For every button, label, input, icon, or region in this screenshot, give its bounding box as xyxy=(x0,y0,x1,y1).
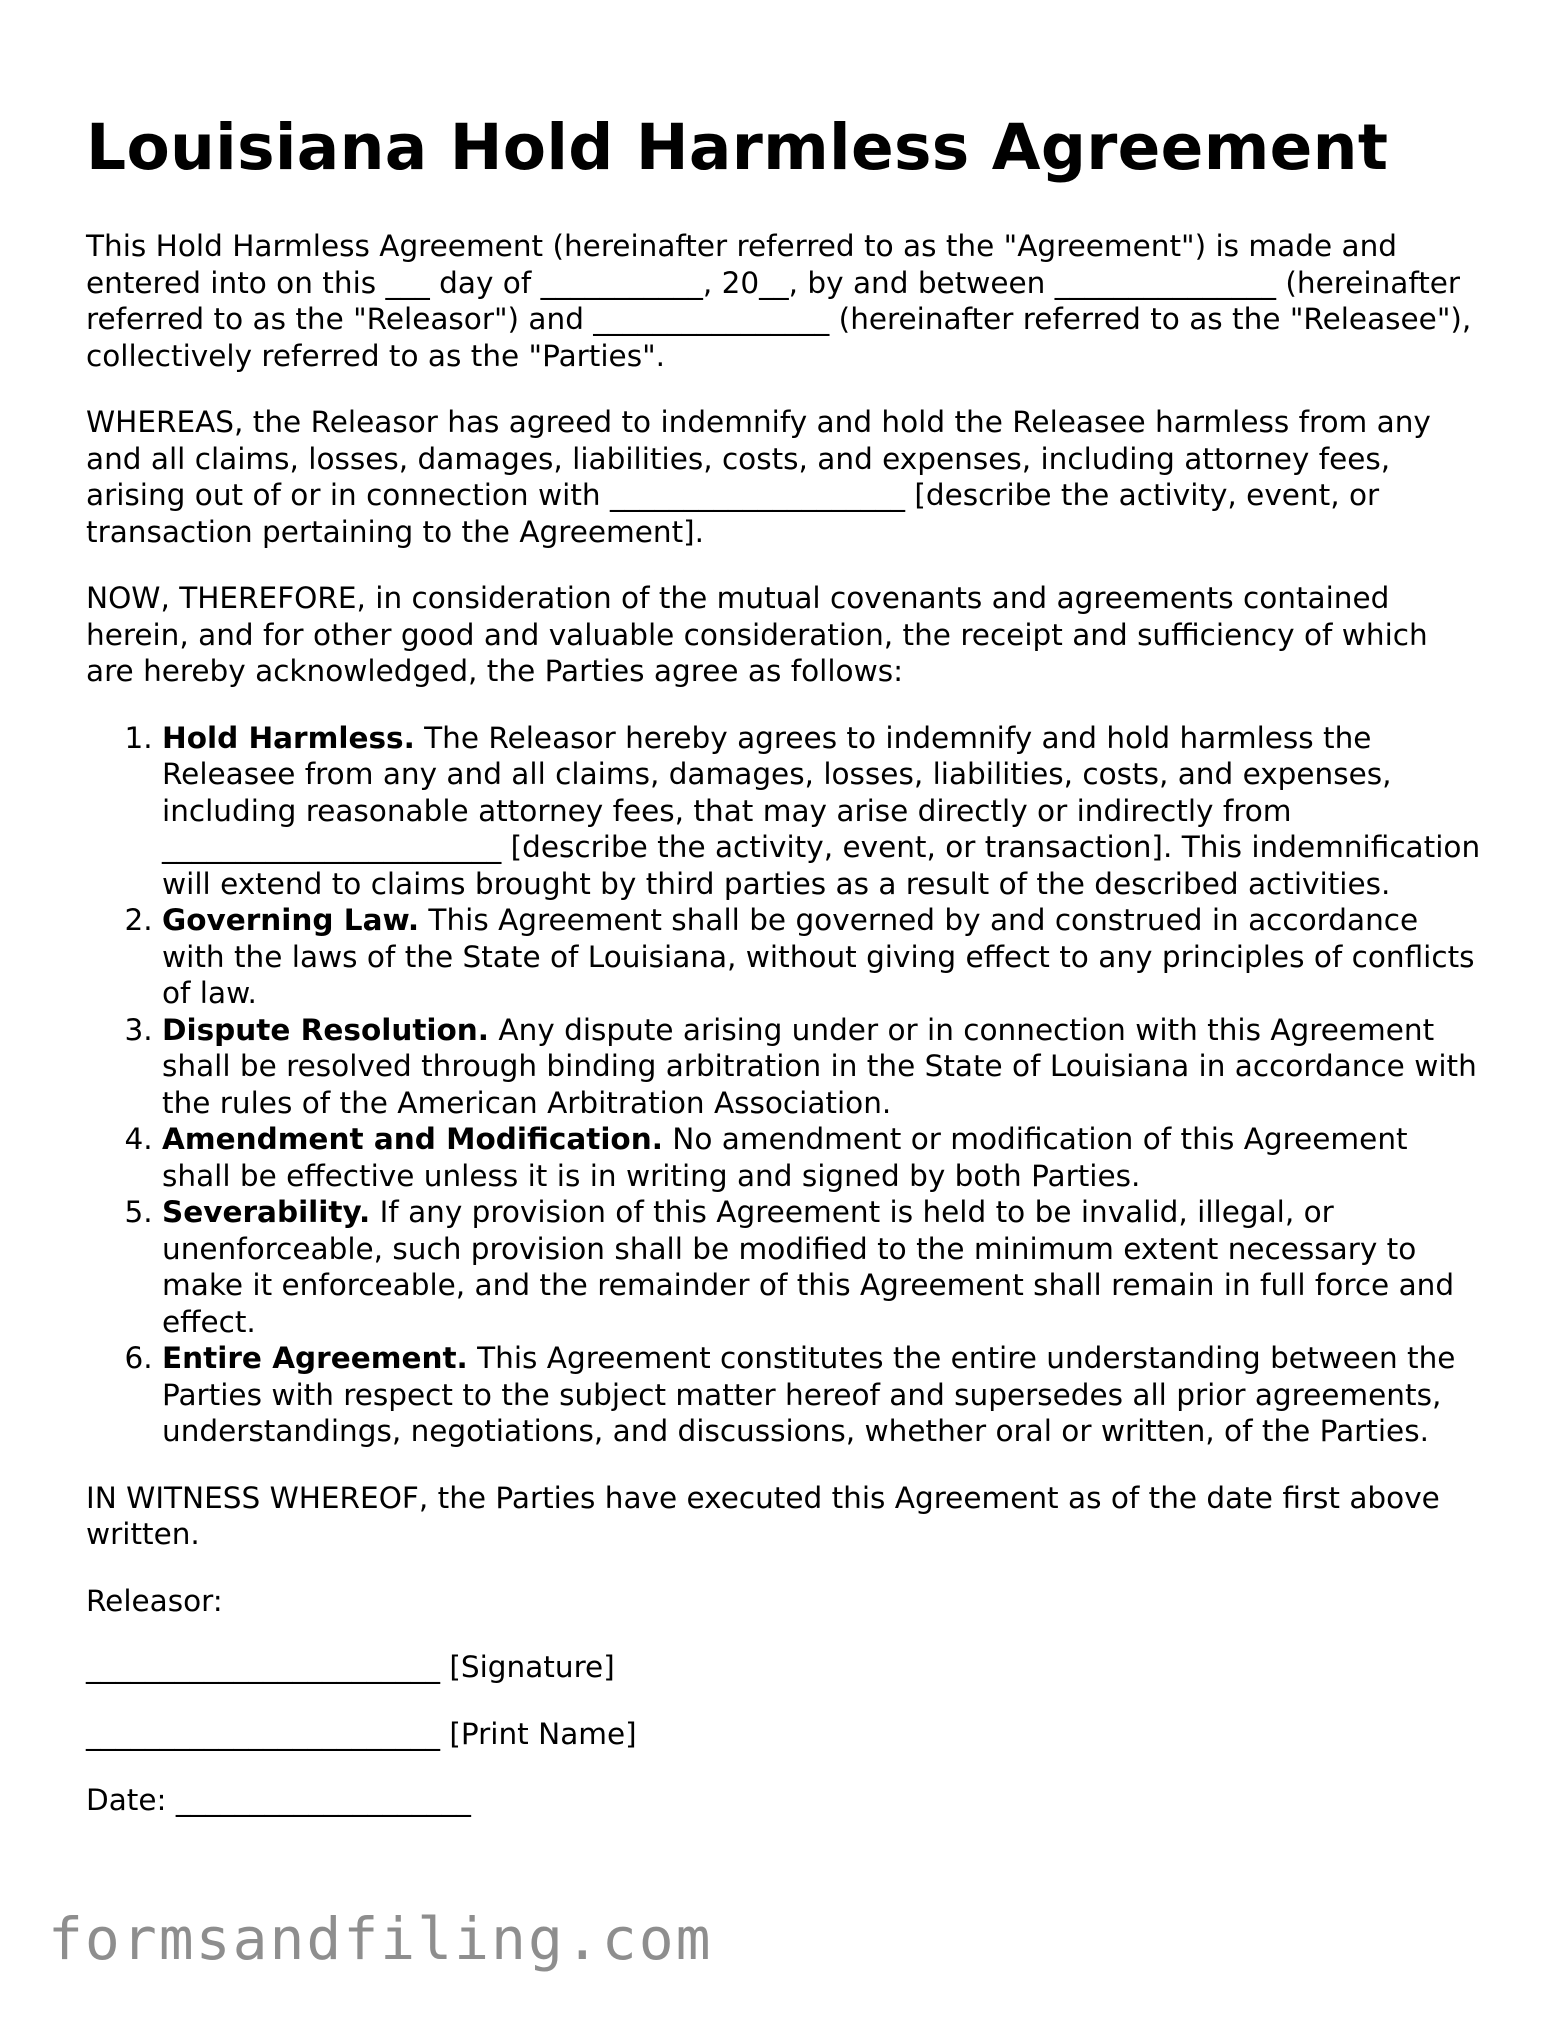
clause-text: No amendment or modification of this Agreement shall be effective unless it is in writing and signed by both Parties. xyxy=(162,1122,1408,1193)
clause-text: This Agreement constitutes the entire understanding between the Parties with respect to the subject matter hereof and supersedes all prior agreements, understandings, negotiations, and discussions, whether oral or written, of the Parties. xyxy=(162,1341,1456,1448)
clause-text: The Releasor hereby agrees to indemnify and hold harmless the Releasee from any and all claims, damages, losses, liabilities, costs, and expenses, including reasonable attorney fees, that may arise directly or indirectly from _______________________ [describe the activity, event, or transaction]. This indemnification will extend to claims brought by third parties as a result of the described activities. xyxy=(162,720,1481,901)
watermark-logo: formsandfiling.com xyxy=(48,1905,713,1973)
print-name-line: ________________________ [Print Name] xyxy=(86,1716,637,1751)
clause-heading: Severability. xyxy=(162,1195,371,1229)
clause-item xyxy=(162,720,1484,903)
whereas-paragraph: WHEREAS, the Releasor has agreed to indemnify and hold the Releasee harmless from any and all claims, losses, damages, liabilities, costs, and expenses, including attorney fees, arising out of or in connection with ____________________ [describe the activity, event, or transaction pertaining to the Agreement]. xyxy=(86,405,1431,549)
document-page xyxy=(86,110,1484,1849)
witness-paragraph: IN WITNESS WHEREOF, the Parties have executed this Agreement as of the date first above written. xyxy=(86,1480,1440,1551)
intro-paragraph: This Hold Harmless Agreement (hereinafter referred to as the "Agreement") is made and entered into on this ___ day of ___________, 20__, by and between _______________ (hereinafter referred to as the "Releasor") and ________________ (hereinafter referred to as the "Releasee"), collectively referred to as the "Parties". xyxy=(86,229,1472,373)
clause-item xyxy=(162,902,1484,1012)
clause-text: If any provision of this Agreement is held to be invalid, illegal, or unenforceable, such provision shall be modified to the minimum extent necessary to make it enforceable, and the remainder of this Agreement shall remain in full force and effect. xyxy=(162,1195,1455,1339)
clause-item xyxy=(162,1194,1484,1340)
clause-item xyxy=(162,1012,1484,1122)
clause-heading: Hold Harmless. xyxy=(162,720,415,755)
clause-heading: Amendment and Modification. xyxy=(162,1122,663,1156)
clause-item xyxy=(162,1340,1484,1450)
clauses-list xyxy=(86,720,1484,1450)
date-line: Date: ____________________ xyxy=(86,1783,471,1817)
clause-text: Any dispute arising under or in connection with this Agreement shall be resolved through binding arbitration in the State of Louisiana in accordance with the rules of the American Arbitration Association. xyxy=(162,1012,1477,1120)
signature-line: ________________________ [Signature] xyxy=(86,1650,615,1684)
clause-heading: Entire Agreement. xyxy=(162,1341,468,1375)
clause-heading: Governing Law. xyxy=(162,903,420,937)
clause-heading: Dispute Resolution. xyxy=(162,1012,490,1047)
document-title: Louisiana Hold Harmless Agreement xyxy=(86,111,1389,184)
releasor-label: Releasor: xyxy=(86,1583,223,1618)
clause-item xyxy=(162,1121,1484,1194)
now-therefore-paragraph: NOW, THEREFORE, in consideration of the mutual covenants and agreements contained herein, and for other good and valuable consideration, the receipt and sufficiency of which are hereby acknowledged, the Parties agree as follows: xyxy=(86,581,1428,688)
clause-text: This Agreement shall be governed by and construed in accordance with the laws of the State of Louisiana, without giving effect to any principles of conflicts of law. xyxy=(162,903,1475,1010)
